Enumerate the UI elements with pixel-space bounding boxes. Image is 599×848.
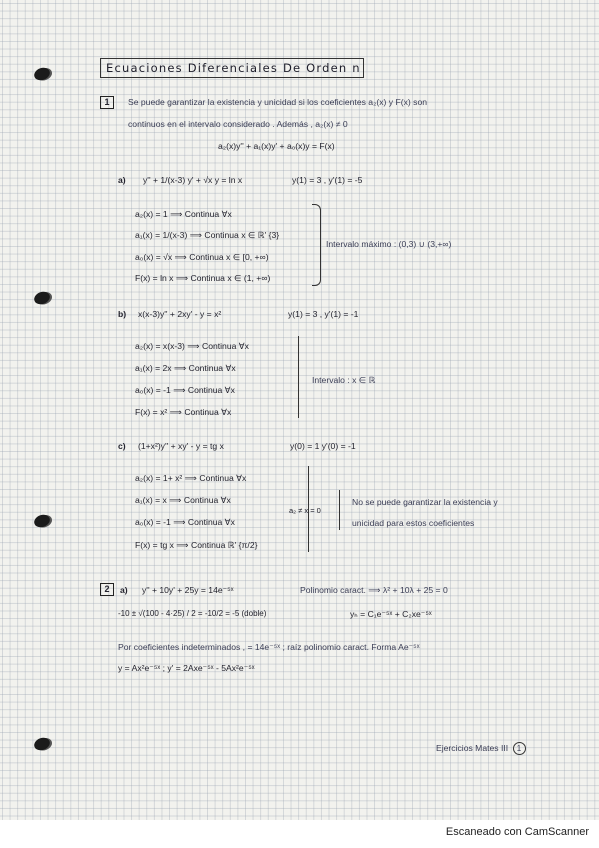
ex1b-label: b) — [118, 309, 127, 319]
ex1a-label: a) — [118, 175, 126, 185]
scanner-watermark: Escaneado con CamScanner — [445, 826, 589, 838]
ex1c-label: c) — [118, 441, 126, 451]
ex1c-equation: (1+x²)y'' + xy' - y = tg x — [138, 441, 224, 451]
exercise-2-number: 2 — [100, 583, 114, 596]
ex1c-line: a₂(x) = 1+ x² ⟹ Continua ∀x — [135, 473, 247, 483]
ex1a-line: a₂(x) = 1 ⟹ Continua ∀x — [135, 209, 232, 219]
page-title: Ecuaciones Diferenciales De Orden n — [106, 61, 361, 75]
ex1b-line: F(x) = x² ⟹ Continua ∀x — [135, 407, 232, 417]
page-label — [436, 742, 526, 755]
ex1-intro-line2: continuos en el intervalo considerado . Además , a₂(x) ≠ 0 — [128, 119, 348, 129]
ex1c-divider — [339, 490, 340, 530]
ex1b-line: a₂(x) = x(x-3) ⟹ Continua ∀x — [135, 341, 249, 351]
ex1b-brace — [298, 336, 299, 418]
ex2a-particular: y = Ax²e⁻⁵ˣ ; y' = 2Axe⁻⁵ˣ - 5Ax²e⁻⁵ˣ — [118, 663, 255, 673]
ex1c-line: a₁(x) = x ⟹ Continua ∀x — [135, 495, 231, 505]
binder-hole — [32, 513, 51, 530]
ex2a-char-poly: Polinomio caract. ⟹ λ² + 10λ + 25 = 0 — [300, 585, 448, 595]
binder-hole — [32, 66, 51, 83]
ex1b-line: a₀(x) = -1 ⟹ Continua ∀x — [135, 385, 235, 395]
ex2a-equation: y'' + 10y' + 25y = 14e⁻⁵ˣ — [142, 585, 234, 595]
ex1a-line: a₁(x) = 1/(x-3) ⟹ Continua x ∈ ℝ' {3} — [135, 230, 280, 240]
ex1-general-equation: a₂(x)y'' + a₁(x)y' + a₀(x)y = F(x) — [218, 141, 335, 151]
ex1c-result-line2: unicidad para estos coeficientes — [352, 518, 475, 528]
binder-hole — [32, 290, 51, 307]
ex1-intro-line1: Se puede garantizar la existencia y unicidad si los coeficientes a₂(x) y F(x) son — [128, 97, 428, 107]
ex1c-conditions: y(0) = 1 y'(0) = -1 — [290, 441, 356, 451]
ex1c-line: a₀(x) = -1 ⟹ Continua ∀x — [135, 517, 235, 527]
ex1a-brace — [312, 204, 321, 286]
ex2a-undetermined: Por coeficientes indeterminados , = 14e⁻⁵ˣ ; raíz polinomio caract. Forma Ae⁻⁵ˣ — [118, 642, 420, 652]
ex1a-equation: y'' + 1/(x-3) y' + √x y = ln x — [143, 175, 243, 185]
ex1b-result: Intervalo : x ∈ ℝ — [312, 375, 376, 385]
exercise-1-number: 1 — [100, 96, 114, 109]
binder-hole — [32, 736, 51, 753]
page-number: 1 — [513, 742, 526, 755]
ex2a-roots: -10 ± √(100 - 4·25) / 2 = -10/2 = -5 (doble) — [118, 609, 267, 618]
ex2a-homogeneous: yₕ = C₁e⁻⁵ˣ + C₂xe⁻⁵ˣ — [350, 609, 432, 619]
ex1a-conditions: y(1) = 3 , y'(1) = -5 — [292, 175, 363, 185]
ex2a-label: a) — [120, 585, 128, 595]
ex1b-line: a₁(x) = 2x ⟹ Continua ∀x — [135, 363, 236, 373]
ex1c-condition-note: a₂ ≠ x = 0 — [289, 506, 321, 515]
ex1b-equation: x(x-3)y'' + 2xy' - y = x² — [138, 309, 222, 319]
page-label-text: Ejercicios Mates III — [436, 743, 509, 753]
ex1a-result: Intervalo máximo : (0,3) ∪ (3,+∞) — [326, 239, 452, 249]
ex1c-line: F(x) = tg x ⟹ Continua ℝ' {π/2} — [135, 540, 258, 550]
ex1a-line: a₀(x) = √x ⟹ Continua x ∈ [0, +∞) — [135, 252, 269, 262]
ex1c-result-line1: No se puede garantizar la existencia y — [352, 497, 498, 507]
ex1a-line: F(x) = ln x ⟹ Continua x ∈ (1, +∞) — [135, 273, 271, 283]
ex1b-conditions: y(1) = 3 , y'(1) = -1 — [288, 309, 359, 319]
